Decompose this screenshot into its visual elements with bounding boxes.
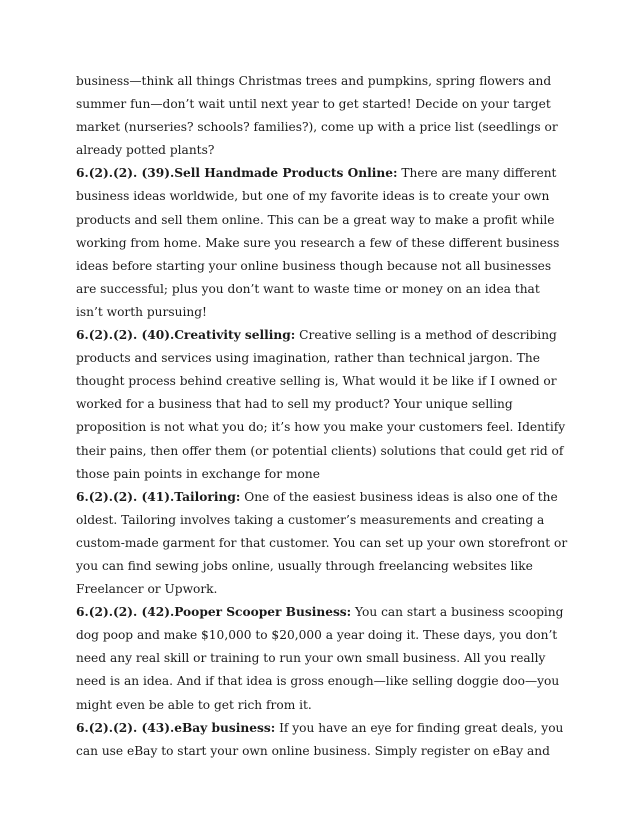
section-43 bbox=[76, 717, 568, 763]
section-body: Creative selling is a method of describing products and services using imagination, rather than technical jargon. The thought process behind creative selling is, What would it be like if I owned or worked for a business that had to sell my product? Your unique selling proposition is not what you do; it’s how you make your customers feel. Identify their pains, then offer them (or potential clients) solutions that could get rid of those pain points in exchange for mone bbox=[76, 328, 566, 481]
section-body: You can start a business scooping dog poop and make $10,000 to $20,000 a year doing it. These days, you don’t need any real skill or training to run your own small business. All you really need is an idea. And if that idea is gross enough—like selling doggie doo—you might even be able to get rich from it. bbox=[76, 605, 564, 712]
section-heading: Tailoring: bbox=[174, 489, 241, 504]
section-number: 6.(2).(2). (41). bbox=[76, 489, 175, 504]
section-heading: eBay business: bbox=[174, 720, 276, 735]
section-body: One of the easiest business ideas is also one of the oldest. Tailoring involves taking a customer’s measurements and creating a custom-made garment for that customer. You can set up your own storefront or you can find sewing jobs online, usually through freelancing websites like Freelancer or Upwork. bbox=[76, 489, 568, 597]
section-39 bbox=[76, 162, 568, 324]
section-number: 6.(2).(2). (42). bbox=[76, 605, 175, 620]
section-heading: Sell Handmade Products Online: bbox=[174, 166, 398, 181]
section-body: There are many different business ideas worldwide, but one of my favorite ideas is to create your own products and sell them online. This can be a great way to make a profit while working from home. Make sure you research a few of these different business ideas before starting your online business though because not all businesses are successful; plus you don’t want to waste time or money on an idea that isn’t worth pursuing! bbox=[76, 166, 560, 319]
section-body: If you have an eye for finding great deals, you can use eBay to start your own online business. Simply register on eBay and bbox=[76, 720, 564, 758]
section-heading: Creativity selling: bbox=[174, 328, 296, 343]
section-number: 6.(2).(2). (39). bbox=[76, 166, 175, 181]
section-number: 6.(2).(2). (43). bbox=[76, 720, 175, 735]
document-page bbox=[76, 70, 568, 763]
section-heading: Pooper Scooper Business: bbox=[174, 605, 352, 620]
section-42 bbox=[76, 601, 568, 716]
section-40 bbox=[76, 324, 568, 486]
intro-paragraph: business—think all things Christmas trees and pumpkins, spring flowers and summer fun—don’t wait until next year to get started! Decide on your target market (nurseries? schools? families?), come up with a price list (seedlings or already potted plants? bbox=[76, 74, 558, 158]
section-number: 6.(2).(2). (40). bbox=[76, 328, 175, 343]
section-41 bbox=[76, 486, 568, 601]
